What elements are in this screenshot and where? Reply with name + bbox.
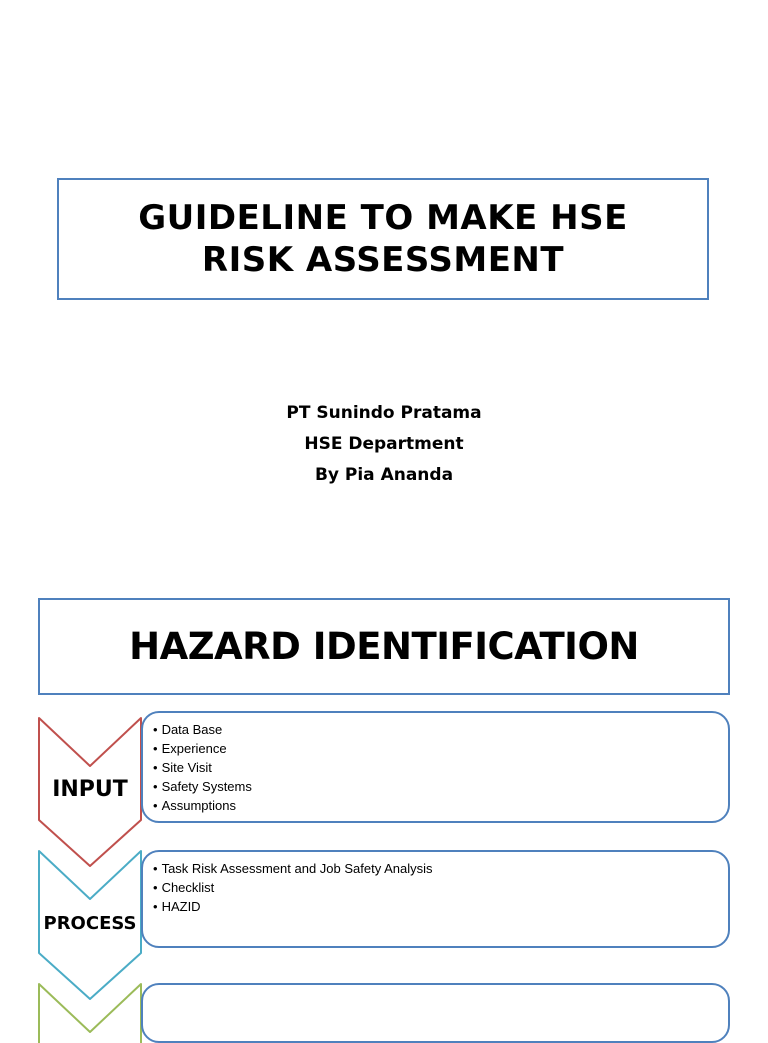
input-label: INPUT (52, 777, 128, 802)
list-item: • Checklist (153, 878, 728, 897)
company-name: PT Sunindo Pratama (286, 403, 482, 423)
list-item: • Experience (153, 739, 728, 758)
title-box (57, 178, 709, 300)
list-item: • Assumptions (153, 796, 728, 815)
list-item: • Data Base (153, 720, 728, 739)
title-line-1: GUIDELINE TO MAKE HSE (138, 198, 628, 238)
output-chevron-shape (39, 984, 141, 1043)
process-label: PROCESS (43, 913, 137, 934)
title-line-2: RISK ASSESSMENT (201, 240, 565, 280)
list-item: • Task Risk Assessment and Job Safety Analysis (153, 859, 728, 878)
output-chevron (37, 982, 143, 1024)
slide-divider (0, 584, 768, 592)
list-item: • HAZID (153, 897, 728, 916)
process-items-list (143, 852, 728, 916)
input-items-list (143, 713, 728, 815)
subtitle (0, 398, 768, 491)
hazard-heading: HAZARD IDENTIFICATION (129, 625, 639, 668)
list-item: • Site Visit (153, 758, 728, 777)
author-name: By Pia Ananda (314, 465, 454, 485)
input-details-box (141, 711, 730, 823)
list-item: • Safety Systems (153, 777, 728, 796)
process-details-box (141, 850, 730, 948)
department-name: HSE Department (304, 434, 464, 454)
hazard-heading-box (38, 598, 730, 695)
output-details-box (141, 983, 730, 1043)
